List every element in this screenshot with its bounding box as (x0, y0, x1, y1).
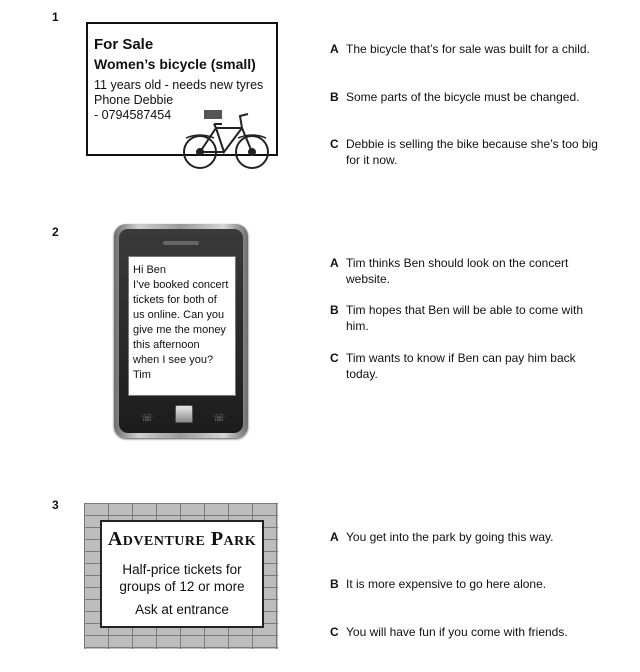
sign-line: groups of 12 or more (119, 579, 245, 594)
option-letter: A (330, 530, 339, 544)
call-icon: ☏ (141, 413, 154, 424)
option-letter: C (330, 137, 339, 151)
adventure-park-sign (100, 520, 264, 628)
option-text: Tim thinks Ben should look on the concert website. (346, 256, 569, 286)
notice-title: For Sale (94, 36, 154, 53)
phone-speaker (163, 241, 199, 245)
notice-body: 11 years old - needs new tyres Phone Debbie - 0794587454 (94, 78, 264, 122)
text-message: Hi Ben I’ve booked concert tickets for both of us online. Can you give me the money this afternoon when I see you? Tim (133, 264, 229, 381)
mobile-phone-image (114, 224, 248, 438)
option-text: Some parts of the bicycle must be changed. (346, 90, 580, 104)
sign-line: Ask at entrance (135, 602, 229, 617)
option-letter: B (330, 577, 339, 591)
option-1b[interactable] (330, 89, 600, 105)
option-text: It is more expensive to go here alone. (346, 577, 547, 591)
phone-body (119, 229, 243, 433)
option-1c[interactable] (330, 136, 600, 168)
option-text: Debbie is selling the bike because she’s too big for it now. (346, 137, 598, 167)
home-button-icon (175, 405, 193, 423)
option-letter: B (330, 90, 339, 104)
end-call-icon: ☏ (213, 413, 226, 424)
option-1a[interactable] (330, 41, 600, 57)
option-letter: C (330, 351, 339, 365)
option-text: You will have fun if you come with friends. (346, 625, 568, 639)
option-2b[interactable] (330, 302, 600, 334)
question-number: 2 (52, 225, 59, 239)
question-number: 3 (52, 498, 59, 512)
bicycle-icon (182, 98, 270, 174)
option-2c[interactable] (330, 350, 600, 382)
option-text: You get into the park by going this way. (346, 530, 554, 544)
phone-screen (128, 256, 236, 396)
option-3b[interactable] (330, 576, 600, 592)
option-text: Tim wants to know if Ben can pay him back today. (346, 351, 576, 381)
option-3a[interactable] (330, 529, 600, 545)
notice-subtitle: Women’s bicycle (small) (94, 56, 256, 72)
option-3c[interactable] (330, 624, 600, 640)
sign-line: Half-price tickets for (122, 562, 242, 577)
question-number: 1 (52, 10, 59, 24)
for-sale-notice (86, 22, 278, 156)
option-text: Tim hopes that Ben will be able to come with him. (346, 303, 584, 333)
option-text: The bicycle that’s for sale was built for a child. (346, 42, 590, 56)
option-letter: A (330, 256, 339, 270)
sign-title: Adventure Park (107, 528, 257, 550)
option-2a[interactable] (330, 255, 600, 287)
option-letter: B (330, 303, 339, 317)
option-letter: A (330, 42, 339, 56)
option-letter: C (330, 625, 339, 639)
